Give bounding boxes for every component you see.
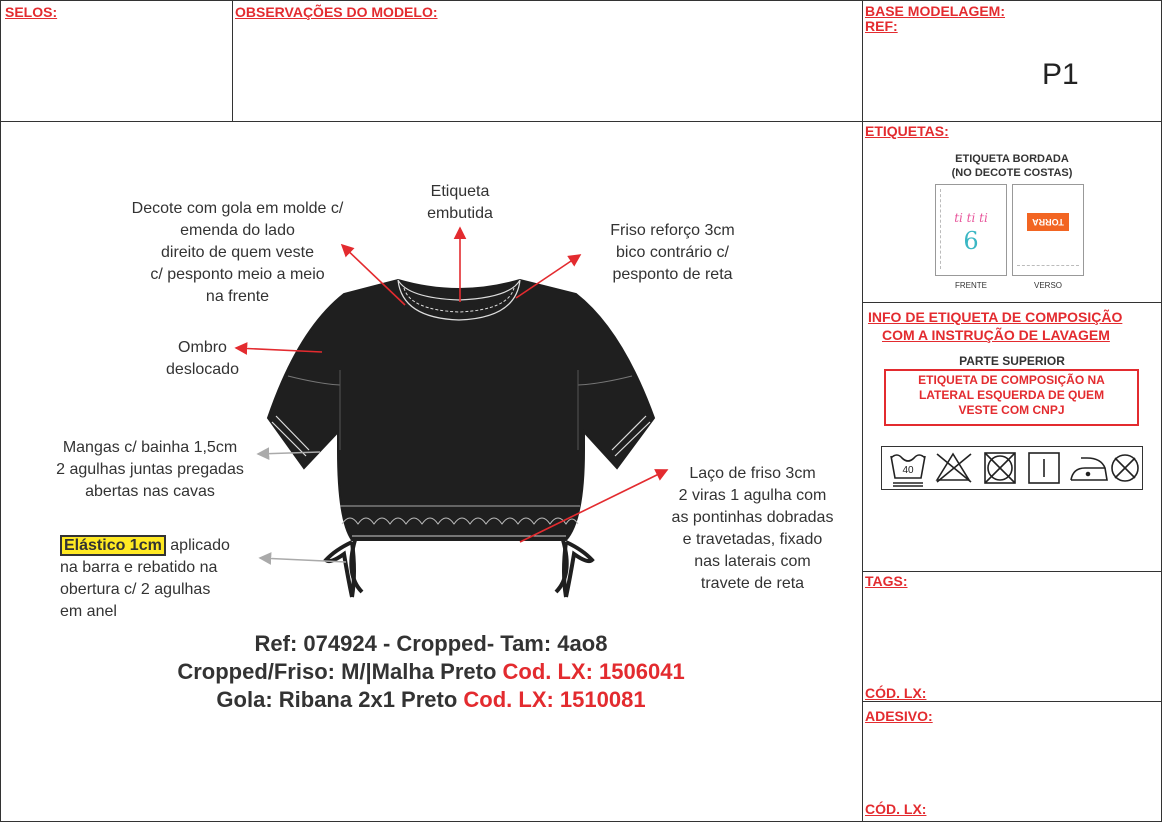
- tags-cod: CÓD. LX:: [865, 685, 927, 701]
- etiqueta-title-2: (NO DECOTE COSTAS): [951, 167, 1073, 179]
- brand-logo: ti ti ti: [954, 211, 988, 225]
- composicao-box: [884, 369, 1139, 426]
- elastico-highlight: Elástico 1cm: [60, 535, 166, 556]
- composicao-line2: LATERAL ESQUERDA DE QUEM: [918, 388, 1105, 402]
- ref-value: P1: [1042, 58, 1079, 91]
- label-front-dashes: [940, 189, 942, 269]
- parte-superior: PARTE SUPERIOR: [959, 354, 1065, 368]
- adesivo-header: ADESIVO:: [865, 708, 933, 724]
- note-ombro: Ombro deslocado: [166, 339, 239, 378]
- etiqueta-title-1: ETIQUETA BORDADA: [955, 153, 1069, 165]
- no-bleach-icon: [937, 454, 971, 482]
- note-decote: Decote com gola em molde c/ emenda do lado direito de quem veste c/ pesponto meio a meio na frente: [131, 200, 344, 305]
- no-dry-clean-icon: [1112, 455, 1138, 481]
- tags-box: [862, 571, 1162, 702]
- front-caption: FRENTE: [955, 281, 987, 290]
- back-caption: VERSO: [1034, 281, 1063, 290]
- spec-line-1: Ref: 074924 - Cropped- Tam: 4ao8: [254, 631, 608, 656]
- selos-header: SELOS:: [5, 4, 58, 20]
- etiquetas-header: ETIQUETAS:: [865, 123, 949, 139]
- label-back: [1012, 184, 1084, 276]
- wash-temp: 40: [902, 465, 914, 476]
- label-front: [935, 184, 1007, 276]
- brand-number: 6: [963, 227, 979, 255]
- left-tie-icon: [326, 540, 362, 597]
- iron-low-icon: [1071, 458, 1107, 480]
- note-laco: Laço de friso 3cm 2 viras 1 agulha com as pontinhas dobradas e travetadas, fixado nas laterais com travete de reta: [671, 465, 834, 592]
- spec-line-3: Gola: Ribana 2x1 Preto Cod. LX: 1510081: [216, 687, 646, 712]
- spec-line-2: Cropped/Friso: M/|Malha Preto Cod. LX: 1506041: [177, 659, 685, 684]
- composicao-line3: VESTE COM CNPJ: [958, 403, 1065, 417]
- info-header-line2: COM A INSTRUÇÃO DE LAVAGEM: [882, 327, 1110, 343]
- info-header-line1: INFO DE ETIQUETA DE COMPOSIÇÃO: [868, 309, 1123, 325]
- no-tumble-dry-icon: [985, 453, 1015, 483]
- torra-logo: TORRA: [1027, 213, 1069, 231]
- base-header: BASE MODELAGEM:: [865, 3, 1005, 19]
- note-elastico: Elástico 1cm aplicado na barra e rebatido na obertura c/ 2 agulhas em anel: [60, 537, 230, 620]
- ref-header: REF:: [865, 18, 898, 34]
- note-friso: Friso reforço 3cm bico contrário c/ pesponto de reta: [610, 222, 735, 283]
- adesivo-cod: CÓD. LX:: [865, 801, 927, 817]
- note-etiqueta: Etiqueta embutida: [427, 183, 493, 222]
- composicao-line1: ETIQUETA DE COMPOSIÇÃO NA: [918, 373, 1105, 387]
- note-mangas: Mangas c/ bainha 1,5cm 2 agulhas juntas pregadas abertas nas cavas: [56, 439, 244, 500]
- tags-header: TAGS:: [865, 573, 908, 589]
- line-dry-icon: [1029, 453, 1059, 483]
- observacoes-header: OBSERVAÇÕES DO MODELO:: [235, 4, 438, 20]
- right-tie-icon: [556, 540, 592, 597]
- wash-symbols-svg: [881, 446, 1143, 490]
- label-back-dashes: [1017, 265, 1079, 266]
